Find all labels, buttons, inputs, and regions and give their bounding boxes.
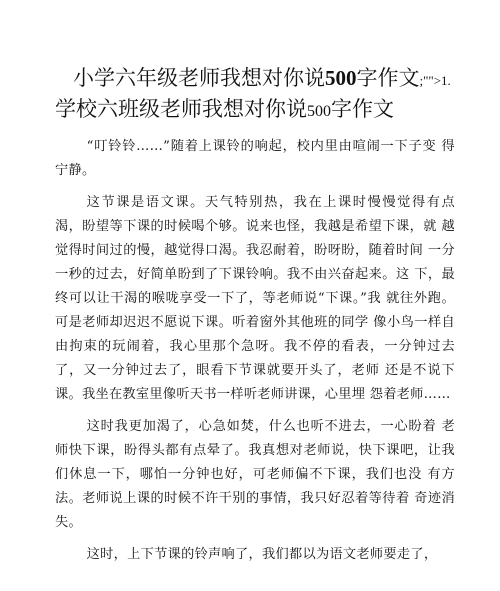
paragraph-1: “叮铃铃……”随着上课铃的响起，校内里由喧闹一下子变 得宁静。 bbox=[55, 139, 455, 178]
paragraph-3: 这时我更加渴了，心急如焚，什么也听不进去，一心盼着 老师快下课，盼得头都有点晕了。我真想对老师说，快下课吧，让我们休息一下，哪怕一分钟也好，可老师偏不下课，我们也没 有方法。老师说上课的时候不许干别的事情，我只好忍着等待着 奇迹消失。 bbox=[55, 419, 455, 530]
paragraph-4: 这时，上下节课的铃声响了，我们都以为语文老师要走了， bbox=[86, 547, 438, 562]
title-line-1-tail: ;"">1. bbox=[419, 73, 451, 88]
title-line-1-text-b: 字作文 bbox=[356, 66, 420, 90]
document-title bbox=[55, 64, 475, 126]
title-line-2 bbox=[55, 95, 475, 126]
title-line-2-number: 500 bbox=[307, 103, 331, 120]
title-line-2-text-b: 字作文 bbox=[331, 97, 394, 121]
title-line-1-text-a: 小学六年级老师我想对你说 bbox=[73, 66, 325, 90]
document-body bbox=[55, 135, 455, 575]
title-line-1 bbox=[55, 64, 475, 95]
paragraph-2: 这节课是语文课。天气特别热，我在上课时慢慢觉得有点 渴，盼望等下课的时候喝个够。说来也怪，我越是希望下课，就 越觉得时间过的慢，越觉得口渴。我忍耐着，盼呀盼，随着时间 一分一秒的过去，好简单盼到了下课铃响。我不由兴奋起来。这 下，最终可以让干渴的喉咙享受一下了，等老师说“下课。”我 就往外跑。可是老师却迟迟不愿说下课。听着窗外其他班的同学 像小鸟一样自由拘束的玩闹着，我心里那个急呀。我不停的看表，一分钟过去了，又一分钟过去了，眼看下节课就要开头了，老师 还是不说下课。我坐在教室里像听天书一样听老师讲课，心里埋 怨着老师…… bbox=[55, 195, 455, 402]
title-line-2-text-a: 学校六班级老师我想对你说 bbox=[55, 97, 307, 121]
title-line-1-number: 500 bbox=[325, 66, 357, 90]
